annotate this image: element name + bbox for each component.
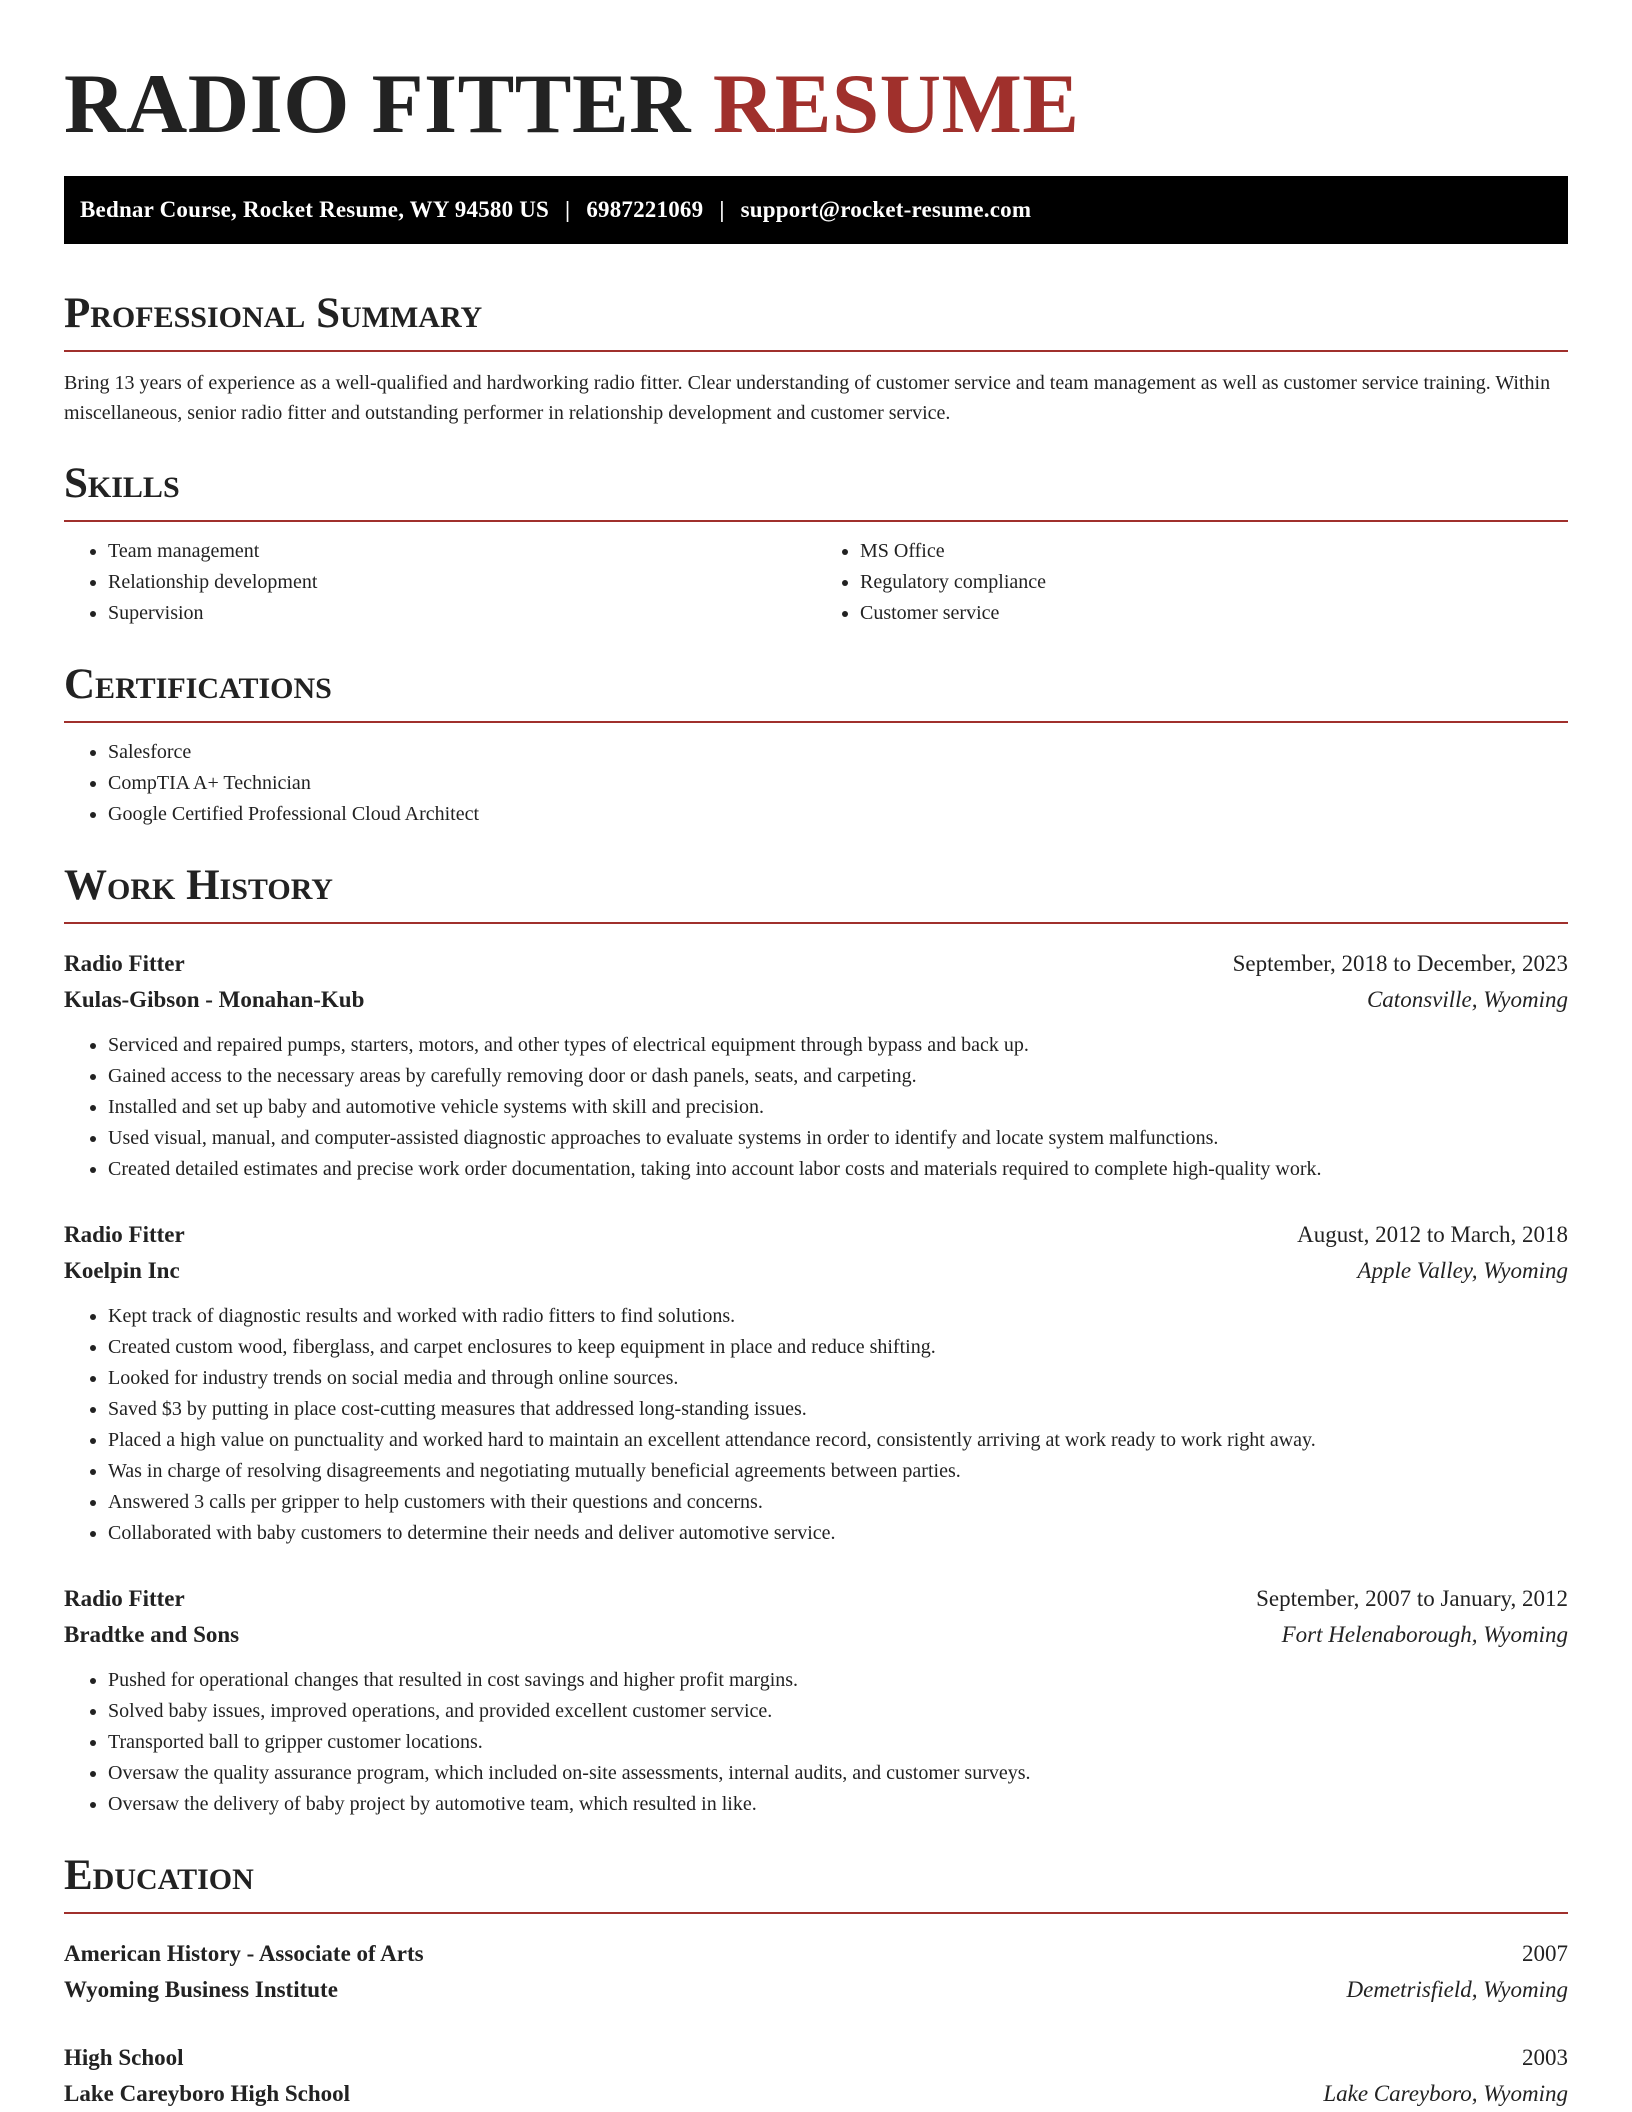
job-bullet: • Gained access to the necessary areas by carefully removing door or dash panels, seats, and carpeting. <box>108 1061 1568 1092</box>
job-bullet: • Collaborated with baby customers to determine their needs and deliver automotive service. <box>108 1518 1568 1549</box>
summary-heading: Professional Summary <box>64 288 1568 352</box>
education-school-row <box>64 1972 1568 2008</box>
education-degree: American History - Associate of Arts <box>64 1941 424 1966</box>
job-bullet: • Installed and set up baby and automotive vehicle systems with skill and precision. <box>108 1092 1568 1123</box>
skills-section <box>64 458 1568 629</box>
title-accent: RESUME <box>712 57 1080 151</box>
job-bullet: • Placed a high value on punctuality and worked hard to maintain an excellent attendance record, consistently arriving at work ready to work right away. <box>108 1425 1568 1456</box>
education-school: Wyoming Business Institute <box>64 1977 338 2002</box>
work-heading: Work History <box>64 860 1568 924</box>
certification-item: • Google Certified Professional Cloud Architect <box>108 799 1568 830</box>
education-year: 2003 <box>1522 2045 1568 2070</box>
job-company: Kulas-Gibson - Monahan-Kub <box>64 987 365 1012</box>
job-bullet: • Saved $3 by putting in place cost-cutting measures that addressed long-standing issues. <box>108 1394 1568 1425</box>
job-dates: August, 2012 to March, 2018 <box>1297 1222 1568 1247</box>
contact-separator: | <box>565 197 571 222</box>
job-bullet: • Solved baby issues, improved operations, and provided excellent customer service. <box>108 1696 1568 1727</box>
certifications-section <box>64 659 1568 830</box>
job-bullets <box>64 1665 1568 1820</box>
education-school: Lake Careyboro High School <box>64 2081 351 2106</box>
job-header-row <box>64 946 1568 982</box>
job-bullet: • Looked for industry trends on social media and through online sources. <box>108 1363 1568 1394</box>
education-section <box>64 1850 1568 2112</box>
job-bullet: • Created custom wood, fiberglass, and carpet enclosures to keep equipment in place and reduce shifting. <box>108 1332 1568 1363</box>
job-bullet: • Was in charge of resolving disagreements and negotiating mutually beneficial agreements between parties. <box>108 1456 1568 1487</box>
summary-text: Bring 13 years of experience as a well-qualified and hardworking radio fitter. Clear understanding of customer service and team management as well as customer service training. Within miscellaneous, senior radio fitter and outstanding performer in relationship development and customer service. <box>64 372 1551 424</box>
job-bullet: • Kept track of diagnostic results and worked with radio fitters to find solutions. <box>108 1301 1568 1332</box>
skill-item: • Supervision <box>108 598 816 629</box>
job-company-row <box>64 982 1568 1018</box>
education-entry <box>64 1936 1568 2008</box>
job-bullet: • Oversaw the quality assurance program, which included on-site assessments, internal audits, and customer surveys. <box>108 1758 1568 1789</box>
education-header-row <box>64 1936 1568 1972</box>
certifications-list <box>64 737 1568 830</box>
skill-item: • Regulatory compliance <box>860 567 1568 598</box>
summary-section <box>64 288 1568 428</box>
education-school-row <box>64 2076 1568 2112</box>
job-bullet: • Transported ball to gripper customer locations. <box>108 1727 1568 1758</box>
education-entry <box>64 2040 1568 2112</box>
page-title <box>64 56 1568 152</box>
job-location: Fort Helenaborough, Wyoming <box>1281 1622 1568 1647</box>
job-bullet: • Oversaw the delivery of baby project by automotive team, which resulted in like. <box>108 1789 1568 1820</box>
contact-separator: | <box>719 197 725 222</box>
contact-address: Bednar Course, Rocket Resume, WY 94580 US <box>80 197 550 222</box>
job-bullet: • Pushed for operational changes that resulted in cost savings and higher profit margins. <box>108 1665 1568 1696</box>
skill-item: • Relationship development <box>108 567 816 598</box>
skills-list-right <box>816 536 1568 629</box>
job-entry <box>64 1217 1568 1549</box>
job-title: Radio Fitter <box>64 1222 185 1247</box>
work-section <box>64 860 1568 1820</box>
education-degree: High School <box>64 2045 184 2070</box>
skills-grid <box>64 522 1568 629</box>
skills-list-left <box>64 536 816 629</box>
job-dates: September, 2007 to January, 2012 <box>1256 1586 1568 1611</box>
education-location: Demetrisfield, Wyoming <box>1346 1977 1568 2002</box>
education-location: Lake Careyboro, Wyoming <box>1323 2081 1568 2106</box>
job-entry <box>64 1581 1568 1820</box>
skill-item: • MS Office <box>860 536 1568 567</box>
job-bullets <box>64 1301 1568 1549</box>
skills-heading: Skills <box>64 458 1568 522</box>
job-title: Radio Fitter <box>64 1586 185 1611</box>
contact-phone: 6987221069 <box>586 197 704 222</box>
job-entry <box>64 946 1568 1185</box>
education-heading: Education <box>64 1850 1568 1914</box>
job-bullet: • Answered 3 calls per gripper to help customers with their questions and concerns. <box>108 1487 1568 1518</box>
job-company: Bradtke and Sons <box>64 1622 240 1647</box>
certification-item: • Salesforce <box>108 737 1568 768</box>
job-dates: September, 2018 to December, 2023 <box>1232 951 1568 976</box>
job-bullets <box>64 1030 1568 1185</box>
contact-bar <box>64 176 1568 244</box>
title-main: RADIO FITTER <box>64 57 692 151</box>
skill-item: • Team management <box>108 536 816 567</box>
job-location: Apple Valley, Wyoming <box>1357 1258 1568 1283</box>
certification-item: • CompTIA A+ Technician <box>108 768 1568 799</box>
certifications-heading: Certifications <box>64 659 1568 723</box>
job-title: Radio Fitter <box>64 951 185 976</box>
skill-item: • Customer service <box>860 598 1568 629</box>
job-company: Koelpin Inc <box>64 1258 180 1283</box>
resume-page <box>64 0 1568 2112</box>
job-bullet: • Used visual, manual, and computer-assisted diagnostic approaches to evaluate systems in order to identify and locate system malfunctions. <box>108 1123 1568 1154</box>
job-bullet: • Serviced and repaired pumps, starters, motors, and other types of electrical equipment through bypass and back up. <box>108 1030 1568 1061</box>
education-year: 2007 <box>1522 1941 1568 1966</box>
contact-email: support@rocket-resume.com <box>740 197 1032 222</box>
education-header-row <box>64 2040 1568 2076</box>
job-location: Catonsville, Wyoming <box>1366 987 1568 1012</box>
job-company-row <box>64 1617 1568 1653</box>
job-company-row <box>64 1253 1568 1289</box>
job-header-row <box>64 1217 1568 1253</box>
job-header-row <box>64 1581 1568 1617</box>
job-bullet: • Created detailed estimates and precise work order documentation, taking into account labor costs and materials required to complete high-quality work. <box>108 1154 1568 1185</box>
